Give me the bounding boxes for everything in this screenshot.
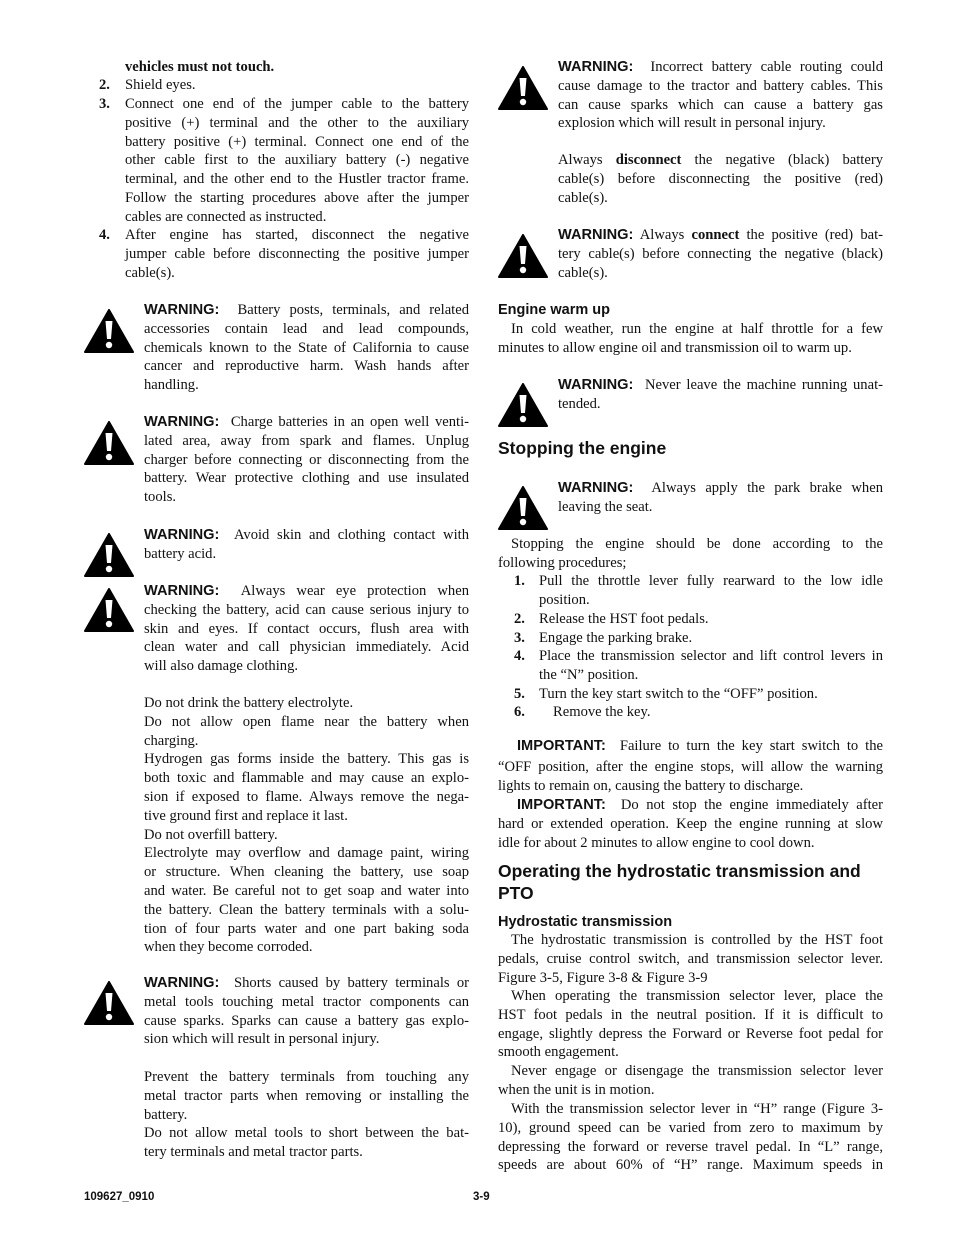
disconnect-post: the negative (black) battery [694,152,883,168]
warning-shorts-text: Shorts caused by battery terminals or [233,975,470,991]
warning-eye-protection: will also damage clothing. [144,658,299,675]
stop-step-number: 4. [514,648,525,664]
stopping-intro-text: Stopping the engine should be done according to the [511,536,883,552]
step-text: terminal, and the other end to the Hustler tractor frame. [125,171,469,188]
warning-eye-protection: clean water and call physician immediately. Acid [144,639,469,656]
warning-battery-acid-first-line [144,526,469,545]
battery-safety-text: tive ground first and replace it last. [144,807,348,824]
hst-text: when the unit is in motion. [498,1081,655,1098]
warning-cable-routing: cause damage to the tractor and battery cables. This [558,77,883,94]
warning-lead-compounds: accessories contain lead and lead compounds, [144,320,469,337]
important-2-text: idle for about 2 minutes to allow engine to cool down. [498,834,815,851]
battery-terminal-text: Do not allow metal tools to short between the bat- [144,1125,469,1142]
hydrostatic-transmission-heading: Hydrostatic transmission [498,914,673,930]
important-2-text: Do not stop the engine immediately after [620,797,883,813]
warning-triangle-icon [84,533,134,577]
step-number: 4. [99,227,110,243]
disconnect-text: cable(s) before disconnecting the positive (red) [558,170,883,187]
warning-eye-protection-first-line [144,582,469,601]
important-label: IMPORTANT: [517,738,606,754]
footer-page-number: 3-9 [473,1191,490,1203]
warning-label: WARNING: [558,480,634,496]
warning-unattended: tended. [558,395,601,412]
stop-step-text: Remove the key. [553,704,651,720]
stop-step-text: position. [539,591,590,608]
disconnect-text: cable(s). [558,189,608,206]
warning-cable-routing-text: Incorrect battery cable routing could [650,59,883,75]
important-2-text: hard or extended operation. Keep the engine running at slow [498,815,883,832]
hst-text: depressing the forward or reverse travel pedal. In “L” range, [498,1138,883,1155]
battery-safety-text: sion if exposed to flame. Always remove the nega- [144,789,469,805]
battery-safety-text: Do not overfill battery. [144,826,278,843]
important-1-first-line [517,737,883,756]
hst-text: 10), ground speed can be varied from zero to maximum by [498,1119,883,1136]
step-text: jumper cable before disconnecting the positive jumper [125,245,469,262]
battery-safety-text: Do not drink the battery electrolyte. [144,695,354,711]
battery-safety-text: the battery. Clean the battery terminals with a solu- [144,901,469,918]
warning-lead-compounds-text: Battery posts, terminals, and related [237,302,470,318]
stop-step-number: 3. [514,630,525,646]
step-text: positive (+) terminal and the other to the auxiliary [125,114,469,131]
battery-terminal-text: tery terminals and metal tractor parts. [144,1144,363,1161]
warning-triangle-icon [498,234,548,278]
warning-lead-compounds: handling. [144,377,199,394]
warning-triangle-icon [498,383,548,427]
warning-lead-compounds: chemicals known to the State of California to cause [144,339,469,356]
step-number: 2. [99,77,110,93]
warning-connect-first-line [558,226,883,245]
warning-label: WARNING: [144,302,220,318]
warning-charge-batteries: charger before connecting or disconnecting from the [144,451,469,468]
hst-text: engage, slightly depress the Forward or Reverse foot pedal for [498,1025,883,1042]
battery-terminal-text: metal tractor parts when removing or installing the [144,1087,469,1104]
warning-unattended-text: Never leave the machine running unat- [644,377,883,393]
warning-park-brake-text: Always apply the park brake when [651,480,884,496]
hst-text: pedals, cruise control switch, and transmission selector lever. [498,950,883,967]
stop-step-number: 6. [514,704,525,720]
warning-eye-protection: checking the battery, acid can cause serious injury to [144,601,469,618]
connect-post: the positive (red) bat- [746,227,884,243]
hst-text: With the transmission selector lever in “H” range (Figure 3- [511,1101,883,1117]
stop-step-number: 2. [514,611,525,627]
connect-bold: connect [691,227,740,243]
connect-pre: Always [639,227,685,243]
stop-step-text: Turn the key start switch to the “OFF” position. [539,686,818,702]
stopping-intro-text: following procedures; [498,555,627,571]
battery-safety-text: Electrolyte may overflow and damage paint, wiring [144,845,469,862]
warning-triangle-icon [84,981,134,1025]
warning-triangle-icon [84,588,134,632]
warning-charge-batteries: tools. [144,489,177,506]
stop-step-text: Place the transmission selector and lift control levers in [539,648,883,664]
battery-safety-text: when they become corroded. [144,939,313,956]
warning-triangle-icon [84,421,134,465]
battery-safety-text: and water. Be careful not to get soap and water into [144,883,469,899]
warning-charge-batteries-first-line [144,413,469,432]
warning-connect-text: tery cable(s) before connecting the negative (black) [558,245,883,262]
step-text: cable(s). [125,264,175,281]
warning-cable-routing: explosion which will result in personal injury. [558,115,826,132]
warning-triangle-icon [84,309,134,353]
stop-step-text: Engage the parking brake. [539,630,693,646]
battery-safety-text: charging. [144,732,199,749]
battery-terminal-text: battery. [144,1106,188,1123]
hydrostatic-pto-heading: Operating the hydrostatic transmission and [498,861,861,881]
warning-label: WARNING: [558,377,634,393]
step-text: Shield eyes. [125,77,196,93]
stop-step-text: the “N” position. [539,666,639,683]
warm-up-text: In cold weather, run the engine at half throttle for a few [511,321,883,337]
warning-triangle-icon [498,66,548,110]
intro-bold-text: vehicles must not touch. [125,59,275,75]
step-text: cables are connected as instructed. [125,208,327,225]
battery-safety-text: Do not allow open flame near the battery when [144,713,469,730]
battery-safety-text: both toxic and flammable and may cause an explo- [144,770,469,787]
battery-safety-text: or structure. When cleaning the battery, use soap [144,864,469,881]
hst-text: smooth engagement. [498,1044,619,1061]
warning-label: WARNING: [144,975,220,991]
step-text: other cable first to the auxiliary battery (-) negative [125,152,469,169]
warning-charge-batteries: lated area, away from spark and flames. Unplug [144,432,469,449]
warning-battery-acid: battery acid. [144,545,217,562]
warning-connect-text: cable(s). [558,264,608,281]
engine-warm-up-heading: Engine warm up [498,302,610,318]
warning-charge-batteries: battery. Wear protective clothing and use insulated [144,470,469,487]
important-1-text: lights to remain on, causing the battery to discharge. [498,778,804,794]
warning-label: WARNING: [144,583,220,599]
warning-shorts: sion which will result in personal injury. [144,1031,380,1048]
stopping-the-engine-heading: Stopping the engine [498,438,667,458]
warning-cable-routing-first-line [558,58,883,77]
warning-shorts: cause sparks. Sparks can cause a battery gas explo- [144,1012,469,1029]
hst-text: HST foot pedals in the neutral position. If it is difficult to [498,1006,883,1023]
step-text: Follow the starting procedures above after the jumper [125,190,469,206]
battery-safety-text: tion of four parts water and one part baking soda [144,920,469,937]
step-text: Connect one end of the jumper cable to the battery [125,96,469,112]
hst-text: Never engage or disengage the transmission selector lever [511,1063,883,1079]
disconnect-first-line [558,151,883,170]
step-number: 3. [99,96,110,112]
hst-text: Figure 3-5, Figure 3-8 & Figure 3-9 [498,969,708,986]
warning-cable-routing: can cause sparks which can cause a battery gas [558,96,883,113]
hst-text: speeds are about 60% of “H” range. Maximum speeds in [498,1157,883,1174]
warning-park-brake: leaving the seat. [558,498,653,515]
warning-label: WARNING: [558,59,634,75]
warning-lead-compounds: cancer and reproductive harm. Wash hands after [144,358,469,375]
warning-shorts: metal tools touching metal tractor components can [144,993,469,1010]
warning-triangle-icon [498,486,548,530]
warning-label: WARNING: [558,227,634,243]
warning-eye-protection-text: Always wear eye protection when [240,583,469,599]
hst-text: The hydrostatic transmission is controlled by the HST foot [511,932,883,948]
warning-label: WARNING: [144,527,220,543]
warning-eye-protection: skin and eyes. If contact occurs, flush area with [144,620,469,637]
disconnect-bold: disconnect [615,152,682,168]
important-2-first-line [517,796,883,815]
warning-shorts-first-line [144,974,469,993]
hst-text: When operating the transmission selector lever, place the [511,988,883,1004]
footer-doc-number: 109627_0910 [84,1191,155,1203]
stop-step-text: Pull the throttle lever fully rearward to the low idle [539,573,883,589]
hydrostatic-pto-heading: PTO [498,883,534,903]
battery-safety-text: Hydrogen gas forms inside the battery. This gas is [144,751,469,768]
warning-label: WARNING: [144,414,220,430]
warm-up-text: minutes to allow engine oil and transmission oil to warm up. [498,340,852,356]
warning-park-brake-first-line [558,479,883,498]
warning-battery-acid-text: Avoid skin and clothing contact with [233,527,470,543]
important-label: IMPORTANT: [517,797,606,813]
stop-step-text: Release the HST foot pedals. [539,611,709,627]
stop-step-number: 5. [514,686,525,702]
important-1-text: Failure to turn the key start switch to the [619,738,883,754]
step-text: After engine has started, disconnect the negative [125,227,469,243]
warning-lead-compounds-first-line [144,301,469,320]
battery-terminal-text: Prevent the battery terminals from touching any [144,1069,469,1085]
step-text: battery positive (+) terminal. Connect one end of the [125,133,469,150]
warning-charge-batteries-text: Charge batteries in an open well venti- [230,414,469,430]
stop-step-number: 1. [514,573,525,589]
important-1-text: “OFF position, after the engine stops, will allow the warning [498,759,883,775]
disconnect-pre: Always [558,152,603,168]
warning-unattended-first-line [558,376,883,395]
